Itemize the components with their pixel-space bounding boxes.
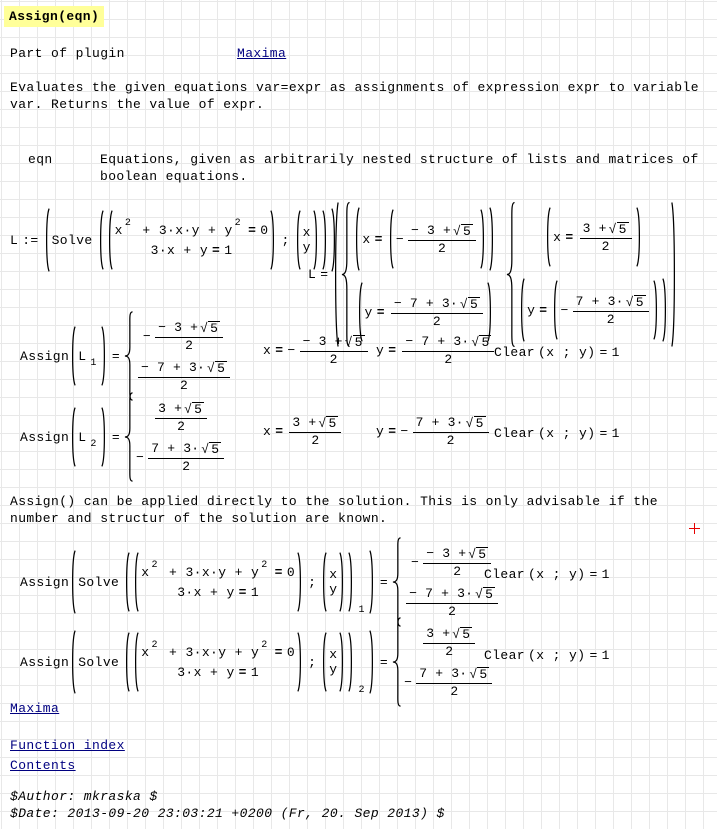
y-value-2: y = − 7 + 3· √ 5 2 xyxy=(376,415,491,448)
square-root: √ 5 xyxy=(475,586,494,602)
left-brace-icon xyxy=(392,537,401,627)
equation-system xyxy=(106,210,278,270)
left-paren-icon xyxy=(388,209,394,269)
variable-vector: x y xyxy=(294,210,320,270)
square-root: √ 5 xyxy=(453,223,472,239)
solve-function: Solve xyxy=(78,654,120,670)
fraction: 3 + √ 5 2 xyxy=(155,401,207,434)
radical-icon: √ xyxy=(200,320,209,336)
var-L: L xyxy=(308,267,317,282)
square-root: √ 5 xyxy=(469,666,488,682)
y-solution-2: y = − 7 + 3· √ 5 2 xyxy=(518,275,669,345)
radical-icon: √ xyxy=(184,401,193,417)
right-paren-icon xyxy=(101,326,107,386)
left-brace-icon xyxy=(506,201,515,348)
solution-index: 2 xyxy=(358,685,365,696)
left-paren-icon xyxy=(107,210,113,270)
right-paren-icon xyxy=(297,632,303,692)
square-root: √ 5 xyxy=(207,360,226,376)
fraction: 3 + √ 5 2 xyxy=(580,221,632,254)
note-line-1: Assign() can be applied directly to the solution. This is only advisable if the xyxy=(10,494,658,509)
right-paren-icon xyxy=(369,550,375,614)
fraction: − 7 + 3· √ 5 2 xyxy=(402,334,494,367)
variable-vector: x y xyxy=(320,552,346,612)
radical-icon: √ xyxy=(471,335,480,350)
part-of-plugin-label: Part of plugin xyxy=(10,46,125,61)
radical-icon: √ xyxy=(201,441,210,457)
fraction: 3 + √ 5 2 xyxy=(289,415,341,448)
fraction: − 3 + √ 5 2 xyxy=(408,223,476,256)
right-paren-icon xyxy=(480,209,486,269)
right-paren-icon xyxy=(369,630,375,694)
radical-icon: √ xyxy=(465,416,474,431)
left-brace-icon xyxy=(392,617,401,707)
link-maxima[interactable]: Maxima xyxy=(10,701,60,716)
footer-date: $Date: 2013-09-20 23:03:21 +0200 (Fr, 20. Sep 2013) $ xyxy=(10,806,445,821)
right-paren-icon xyxy=(339,552,345,612)
left-paren-icon xyxy=(552,280,558,340)
left-paren-icon xyxy=(133,632,139,692)
left-paren-icon xyxy=(70,630,76,694)
radical-icon: √ xyxy=(475,586,484,602)
x-value-1: x = − − 3 + √ 5 2 xyxy=(263,334,370,367)
left-paren-icon xyxy=(70,326,76,386)
equation-2: 3·x + y = 1 xyxy=(150,242,233,258)
param-desc-line-2: boolean equations. xyxy=(100,169,248,184)
radical-icon: √ xyxy=(452,626,461,642)
square-root: √ 5 xyxy=(344,335,363,350)
radical-icon: √ xyxy=(453,223,462,239)
define-operator: := xyxy=(22,232,39,248)
cases-value: 3 + √ 5 2 − 7 + 3· √ 5 2 xyxy=(392,617,494,707)
left-brace-icon xyxy=(341,201,350,348)
clear-result-2: Clear (x ; y) = 1 xyxy=(494,426,620,441)
clear-result-3: Clear (x ; y) = 1 xyxy=(484,567,610,582)
radical-icon: √ xyxy=(459,296,468,312)
solve-args: x 2 + 3·x·y + y 2 = 0 3·x + y = 1 ; x y xyxy=(123,550,355,614)
right-paren-icon xyxy=(348,632,354,692)
equation-system xyxy=(132,632,304,692)
assign-l1-formula: Assign L 1 = − − 3 + √ 5 2 − 7 + 3· √ 5 2 xyxy=(20,311,232,401)
variable-vector: x y xyxy=(320,632,346,692)
radical-icon: √ xyxy=(625,294,634,310)
square-root: √ 5 xyxy=(318,416,337,431)
radical-icon: √ xyxy=(608,221,617,237)
fraction: 7 + 3· √ 5 2 xyxy=(416,666,492,699)
left-paren-icon xyxy=(321,632,327,692)
fraction: − 3 + √ 5 2 xyxy=(300,334,368,367)
left-brace-icon xyxy=(124,392,133,482)
radical-icon: √ xyxy=(469,666,478,682)
footer-author: $Author: mkraska $ xyxy=(10,789,158,804)
left-paren-icon xyxy=(124,552,130,612)
var-L: L xyxy=(10,232,19,248)
right-paren-icon xyxy=(671,201,677,348)
x-solution-2: x = 3 + √ 5 2 xyxy=(544,204,642,270)
solution-system-1 xyxy=(341,201,496,348)
link-function-index[interactable]: Function index xyxy=(10,738,125,753)
solution-index: 1 xyxy=(358,605,365,616)
fraction: − 7 + 3· √ 5 2 xyxy=(406,586,498,619)
solution-system-2 xyxy=(506,201,669,348)
solve-args: x 2 + 3·x·y + y 2 = 0 3·x + y = 1 ; x y xyxy=(97,208,329,272)
assign-function: Assign xyxy=(20,429,70,445)
note-line-2: number and structur of the solution are known. xyxy=(10,511,388,526)
assign-function: Assign xyxy=(20,348,70,364)
assign-function: Assign xyxy=(20,574,70,590)
assign-function: Assign xyxy=(20,654,70,670)
fraction: − 7 + 3· √ 5 2 xyxy=(138,360,230,393)
x-solution-1: x = − − 3 + √ 5 2 xyxy=(353,204,496,274)
equation-system xyxy=(132,552,304,612)
equation-1: x 2 + 3·x·y + y 2 = 0 xyxy=(141,639,296,660)
radical-icon: √ xyxy=(344,335,353,350)
left-paren-icon xyxy=(519,278,525,342)
assign-l2-formula: Assign L 2 = 3 + √ 5 2 − 7 + 3· √ 5 2 xyxy=(20,392,226,482)
left-paren-icon xyxy=(333,201,339,348)
square-root: √ 5 xyxy=(468,546,487,562)
right-paren-icon xyxy=(487,282,493,342)
outer-parens xyxy=(43,206,338,274)
solve-result-formula xyxy=(308,199,678,350)
clear-result-1: Clear (x ; y) = 1 xyxy=(494,345,620,360)
assign-solve-formula-2: Assign Solve x 2 + 3·x·y + y 2 = 0 3·x + y = 1 ; x y 2 = 3 + √ 5 2 − 7 + 3· √ 5 2 xyxy=(20,617,494,707)
solve-function: Solve xyxy=(78,574,120,590)
square-root: √ 5 xyxy=(608,221,627,237)
right-paren-icon xyxy=(636,207,642,267)
right-paren-icon xyxy=(297,552,303,612)
description-line-2: var. Returns the value of expr. xyxy=(10,97,265,112)
clear-result-4: Clear (x ; y) = 1 xyxy=(484,648,610,663)
description-line-1: Evaluates the given equations var=expr as assignments of expression expr to variable xyxy=(10,80,699,95)
left-paren-icon xyxy=(124,632,130,692)
plugin-link-maxima[interactable]: Maxima xyxy=(237,46,287,61)
cases-value: − − 3 + √ 5 2 − 7 + 3· √ 5 2 xyxy=(392,537,500,627)
square-root: √ 5 xyxy=(452,626,471,642)
square-root: √ 5 xyxy=(184,401,203,417)
solve-args: x 2 + 3·x·y + y 2 = 0 3·x + y = 1 ; x y xyxy=(123,630,355,694)
page-title: Assign(eqn) xyxy=(4,6,104,27)
left-paren-icon xyxy=(98,210,104,270)
left-paren-icon xyxy=(133,552,139,612)
x-value-2: x = 3 + √ 5 2 xyxy=(263,415,343,448)
left-paren-icon xyxy=(354,207,360,271)
fraction: 7 + 3· √ 5 2 xyxy=(413,415,489,448)
square-root: √ 5 xyxy=(465,416,484,431)
left-paren-icon xyxy=(44,208,50,272)
fraction: 7 + 3· √ 5 2 xyxy=(148,441,224,474)
right-paren-icon xyxy=(662,278,668,342)
right-paren-icon xyxy=(339,632,345,692)
left-paren-icon xyxy=(70,550,76,614)
right-paren-icon xyxy=(489,207,495,271)
fraction: − 7 + 3· √ 5 2 xyxy=(391,296,483,329)
left-paren-icon xyxy=(295,210,301,270)
square-root: √ 5 xyxy=(471,335,490,350)
left-paren-icon xyxy=(545,207,551,267)
radical-icon: √ xyxy=(207,360,216,376)
left-paren-icon xyxy=(70,407,76,467)
radical-icon: √ xyxy=(318,416,327,431)
fraction: 7 + 3· √ 5 2 xyxy=(573,294,649,327)
radical-icon: √ xyxy=(468,546,477,562)
square-root: √ 5 xyxy=(201,441,220,457)
equation-2: 3·x + y = 1 xyxy=(177,664,260,680)
link-contents[interactable]: Contents xyxy=(10,758,76,773)
fraction: − 3 + √ 5 2 xyxy=(423,546,491,579)
solve-definition-formula xyxy=(10,206,338,274)
left-brace-icon xyxy=(124,311,133,401)
eval-operator: = xyxy=(320,267,329,282)
cases-value: − − 3 + √ 5 2 − 7 + 3· √ 5 2 xyxy=(124,311,232,401)
solve-function: Solve xyxy=(51,232,93,248)
fraction: 3 + √ 5 2 xyxy=(423,626,475,659)
equation-2: 3·x + y = 1 xyxy=(177,584,260,600)
right-paren-icon xyxy=(348,552,354,612)
square-root: √ 5 xyxy=(459,296,478,312)
left-paren-icon xyxy=(321,552,327,612)
left-paren-icon xyxy=(357,282,363,342)
fraction: − 3 + √ 5 2 xyxy=(155,320,223,353)
y-solution-1: y = − 7 + 3· √ 5 2 xyxy=(356,279,494,345)
square-root: √ 5 xyxy=(200,320,219,336)
param-name: eqn xyxy=(28,152,53,167)
right-paren-icon xyxy=(653,280,659,340)
cases-value: 3 + √ 5 2 − 7 + 3· √ 5 2 xyxy=(124,392,226,482)
param-desc-line-1: Equations, given as arbitrarily nested structure of lists and matrices of xyxy=(100,152,699,167)
right-paren-icon xyxy=(101,407,107,467)
insert-cursor-icon xyxy=(689,523,700,534)
right-paren-icon xyxy=(270,210,276,270)
square-root: √ 5 xyxy=(625,294,644,310)
equation-1: x 2 + 3·x·y + y 2 = 0 xyxy=(114,217,269,238)
assign-solve-formula-1: Assign Solve x 2 + 3·x·y + y 2 = 0 3·x + y = 1 ; x y 1 = − − 3 + √ 5 2 − 7 + 3· √ 5 2 xyxy=(20,537,500,627)
equation-1: x 2 + 3·x·y + y 2 = 0 xyxy=(141,559,296,580)
y-value-1: y = − 7 + 3· √ 5 2 xyxy=(376,334,496,367)
